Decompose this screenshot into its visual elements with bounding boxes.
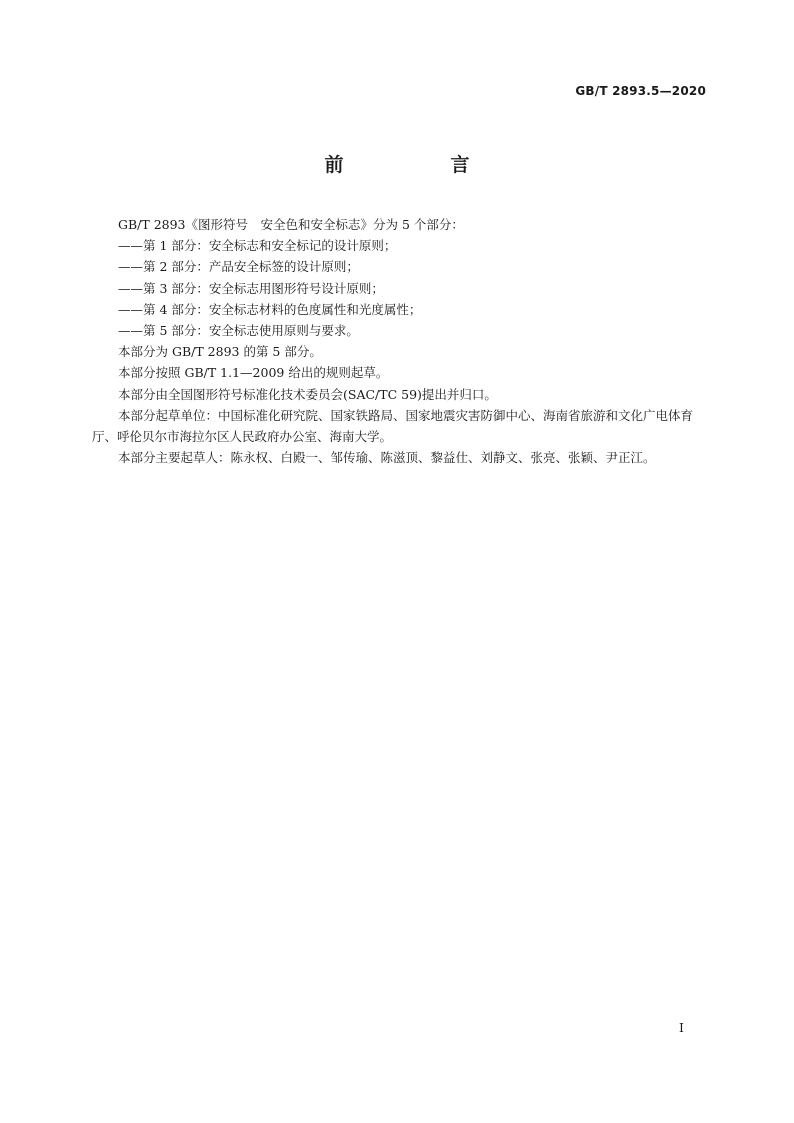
intro-paragraph: GB/T 2893《图形符号 安全色和安全标志》分为 5 个部分： (118, 217, 464, 232)
page-title: 前 言 (324, 154, 514, 176)
standard-code: GB/T 2893.5—2020 (575, 84, 706, 98)
drafters-paragraph: 本部分主要起草人：陈永权、白殿一、邹传瑜、陈滋顶、黎益仕、刘静文、张亮、张颖、尹正江。 (118, 450, 656, 466)
page-number: I (679, 1020, 684, 1035)
document-body (92, 214, 706, 468)
list-item: ——第 5 部分：安全标志使用原则与要求。 (118, 323, 359, 339)
body-paragraph: 本部分按照 GB/T 1.1—2009 给出的规则起草。 (118, 365, 389, 381)
drafting-units-paragraph: 本部分起草单位：中国标准化研究院、国家铁路局、国家地震灾害防御中心、海南省旅游和文化广电体育厅、呼伦贝尔市海拉尔区人民政府办公室、海南大学。 (92, 407, 694, 445)
list-item: ——第 4 部分：安全标志材料的色度属性和光度属性； (118, 301, 422, 317)
list-item: ——第 1 部分：安全标志和安全标记的设计原则； (118, 238, 397, 254)
list-item: ——第 2 部分：产品安全标签的设计原则； (118, 259, 359, 275)
body-paragraph: 本部分为 GB/T 2893 的第 5 部分。 (118, 344, 322, 360)
list-item: ——第 3 部分：安全标志用图形符号设计原则； (118, 280, 384, 296)
body-paragraph: 本部分由全国图形符号标准化技术委员会(SAC/TC 59)提出并归口。 (118, 386, 497, 402)
